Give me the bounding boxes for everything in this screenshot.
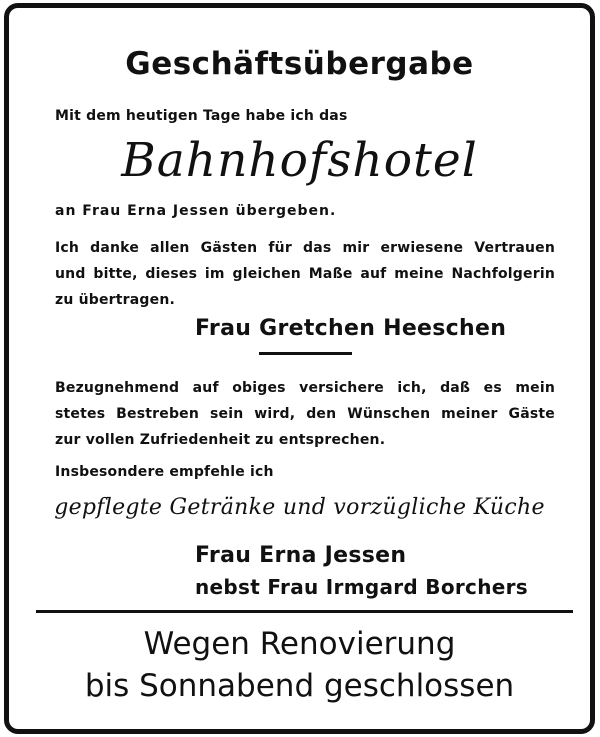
closed-line-2: bis Sonnabend geschlossen	[84, 668, 515, 704]
long-divider	[36, 610, 573, 613]
offer-text: gepflegte Getränke und vorzügliche Küche	[54, 495, 545, 520]
intro-text: Mit dem heutigen Tage habe ich das	[55, 108, 348, 124]
thanks-line-2: und bitte, dieses im gleichen Maße auf meine Nachfolgerin	[55, 266, 555, 282]
thanks-line-3: zu übertragen.	[55, 292, 176, 308]
reference-line-2: stetes Bestreben sein wird, den Wünschen meiner Gäste	[55, 406, 555, 422]
signature-erna-jessen: Frau Erna Jessen	[195, 543, 407, 568]
reference-line-3: zur vollen Zufriedenheit zu entsprechen.	[55, 432, 386, 448]
signature-irmgard-borchers: nebst Frau Irmgard Borchers	[195, 575, 528, 599]
newspaper-ad	[4, 3, 595, 734]
short-divider	[259, 352, 352, 355]
hotel-name: Bahnhofshotel	[121, 133, 478, 188]
thanks-line-1: Ich danke allen Gästen für das mir erwiesene Vertrauen	[55, 240, 555, 256]
closed-line-1: Wegen Renovierung	[143, 626, 456, 662]
handover-text: an Frau Erna Jessen übergeben.	[55, 203, 337, 219]
reference-line-1: Bezugnehmend auf obiges versichere ich, daß es mein	[55, 380, 555, 396]
signature-gretchen-heeschen: Frau Gretchen Heeschen	[195, 316, 507, 341]
ad-headline: Geschäftsübergabe	[125, 46, 474, 82]
recommend-text: Insbesondere empfehle ich	[55, 464, 274, 480]
